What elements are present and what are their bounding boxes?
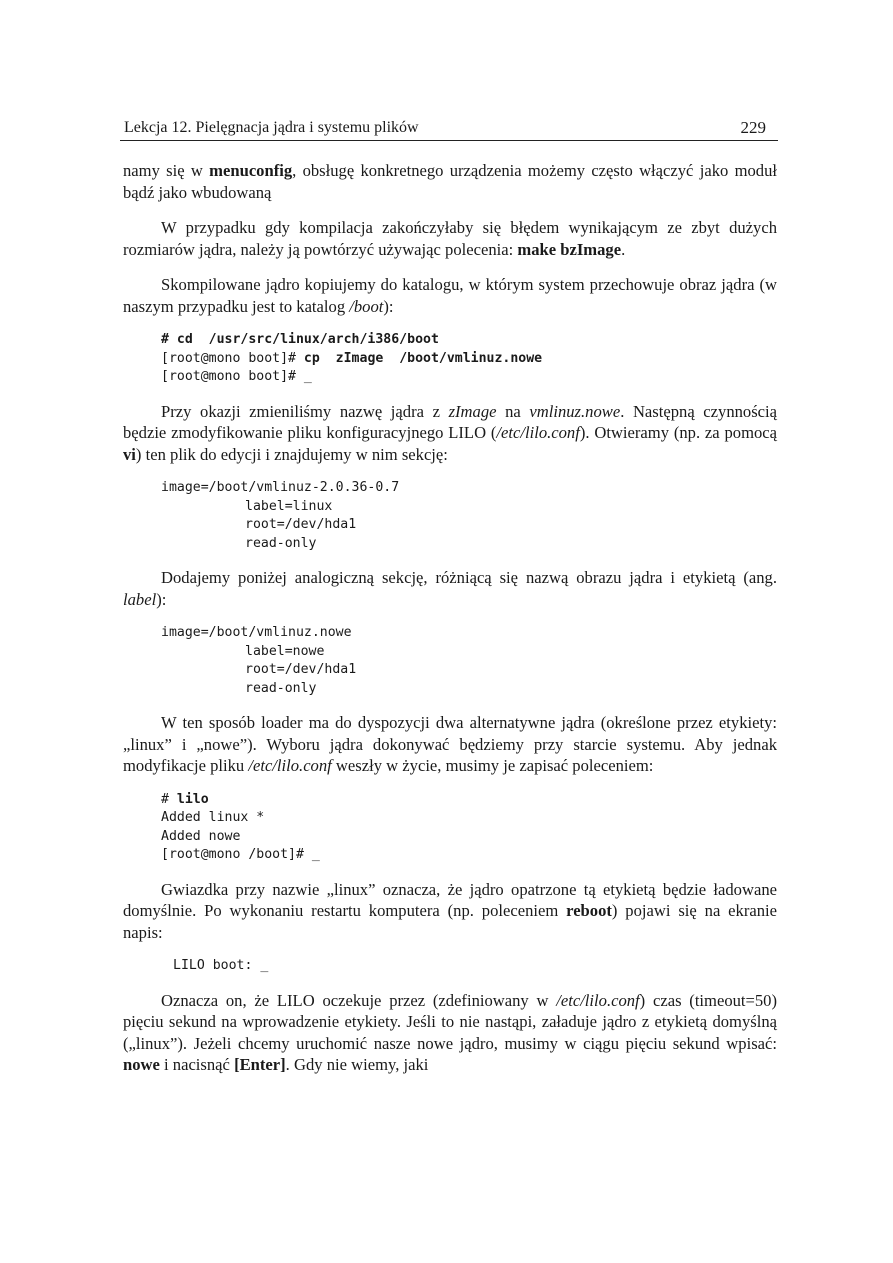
path-lilo-conf: /etc/lilo.conf (556, 990, 640, 1010)
code-block-copy (161, 331, 777, 387)
page-body (123, 160, 777, 1090)
code-line (161, 350, 777, 369)
code-line: root=/dev/hda1 (245, 662, 357, 677)
paragraph-4 (123, 401, 777, 466)
text: ) czas (timeout=50) pięciu sekund na wprowadzenie etykiety. Jeśli to nie nastąpi, załaduje jądro z etykietą domyślną („linux”). Jeżeli chcemy uruchomić nasze nowe jądro, musimy w ciągu pięciu sekund wpisać: (123, 990, 777, 1053)
text: W przypadku gdy kompilacja zakończyłaby się błędem wynikającym ze zbyt dużych rozmiarów jądra, należy ją powtórzyć używając polecenia: (123, 218, 777, 259)
command-vi: vi (123, 444, 136, 464)
code-line: # cd /usr/src/linux/arch/i386/boot (161, 332, 439, 347)
file-vmlinuz-nowe: vmlinuz.nowe (529, 401, 621, 421)
command-menuconfig: menuconfig (209, 161, 293, 180)
paragraph-1 (123, 160, 777, 203)
code-line: label=nowe (245, 643, 325, 659)
paragraph-8 (123, 990, 777, 1076)
running-header (120, 116, 778, 141)
text: Oznacza on, że LILO oczekuje przez (zdefiniowany w (161, 990, 557, 1010)
text: ) ten plik do edycji i znajdujemy w nim sekcję: (135, 444, 448, 464)
text: ). Otwieramy (np. za pomocą (579, 423, 778, 442)
code-line: root=/dev/hda1 (245, 517, 357, 532)
command-make-bzimage: make bzImage (517, 239, 622, 259)
command-reboot: reboot (566, 901, 612, 920)
text: ): (383, 296, 394, 316)
text: namy się w (123, 161, 210, 180)
text: Gwiazdka przy nazwie „linux” oznacza, że jądro opatrzone tą etykietą będzie ładowane domyślnie. Po wykonaniu restartu komputera (np. poleceniem (123, 879, 777, 920)
shell-prompt: [root@mono boot]# (161, 350, 304, 366)
path-boot: /boot (349, 296, 384, 316)
text: . (621, 239, 626, 259)
input-nowe: nowe (123, 1055, 160, 1074)
code-line: read-only (245, 680, 317, 696)
code-block-nowe-section (161, 624, 777, 698)
code-block-lilo-boot (173, 957, 777, 976)
text: Skompilowane jądro kopiujemy do katalogu, w którym system przechowuje obraz jądra (w naszym przypadku jest to katalog (123, 275, 777, 316)
text: Dodajemy poniżej analogiczną sekcję, różniącą się nazwą obrazu jądra i etykietą (ang. (161, 568, 777, 587)
text: ) pojawi się na ekranie napis: (123, 901, 778, 942)
key-enter: [Enter] (234, 1055, 286, 1074)
chapter-title: Lekcja 12. Pielęgnacja jądra i systemu plików (124, 119, 419, 136)
code-block-linux-section (161, 479, 777, 553)
text: W ten sposób loader ma do dyspozycji dwa alternatywne jądra (określone przez etykiety: „linux” i „nowe”). Wyboru jądra dokonywać będziemy przy starcie systemu. Aby jednak modyfikacje pliku (123, 713, 777, 775)
code-block-lilo (161, 791, 777, 865)
paragraph-2 (123, 217, 777, 260)
paragraph-5 (123, 567, 777, 610)
file-zimage: zImage (448, 401, 497, 421)
code-line: image=/boot/vmlinuz.nowe (161, 625, 352, 640)
path-lilo-conf: /etc/lilo.conf (248, 756, 332, 775)
text: i nacisnąć (159, 1055, 235, 1074)
paragraph-6 (123, 712, 777, 777)
shell-prompt: # (161, 791, 177, 807)
text: . Gdy nie wiemy, jaki (285, 1055, 429, 1074)
code-line: Added nowe (161, 828, 241, 844)
shell-command: lilo (176, 791, 209, 807)
page-number: 229 (740, 118, 766, 137)
shell-command: cp zImage /boot/vmlinuz.nowe (303, 350, 543, 366)
code-line: read-only (245, 535, 317, 551)
code-line (161, 791, 777, 810)
paragraph-3 (123, 274, 777, 317)
code-line: label=linux (245, 498, 333, 514)
text: na (496, 401, 530, 421)
text: weszły w życie, musimy je zapisać poleceniem: (331, 756, 654, 775)
paragraph-7 (123, 879, 777, 944)
text: , obsługę konkretnego urządzenia możemy często włączyć jako moduł bądź jako wbudowaną (123, 161, 777, 202)
path-lilo-conf: /etc/lilo.conf (496, 423, 580, 442)
code-line: Added linux * (161, 810, 265, 825)
text: . Następną czynnością będzie zmodyfikowanie pliku konfiguracyjnego LILO ( (123, 401, 778, 442)
text: ): (156, 589, 167, 609)
code-line: [root@mono /boot]# _ (161, 847, 320, 862)
term-label: label (123, 589, 157, 609)
text: Przy okazji zmieniliśmy nazwę jądra z (161, 401, 449, 421)
code-line: image=/boot/vmlinuz-2.0.36-0.7 (161, 480, 400, 495)
code-line: [root@mono boot]# _ (161, 369, 312, 384)
code-line: LILO boot: _ (173, 958, 269, 973)
